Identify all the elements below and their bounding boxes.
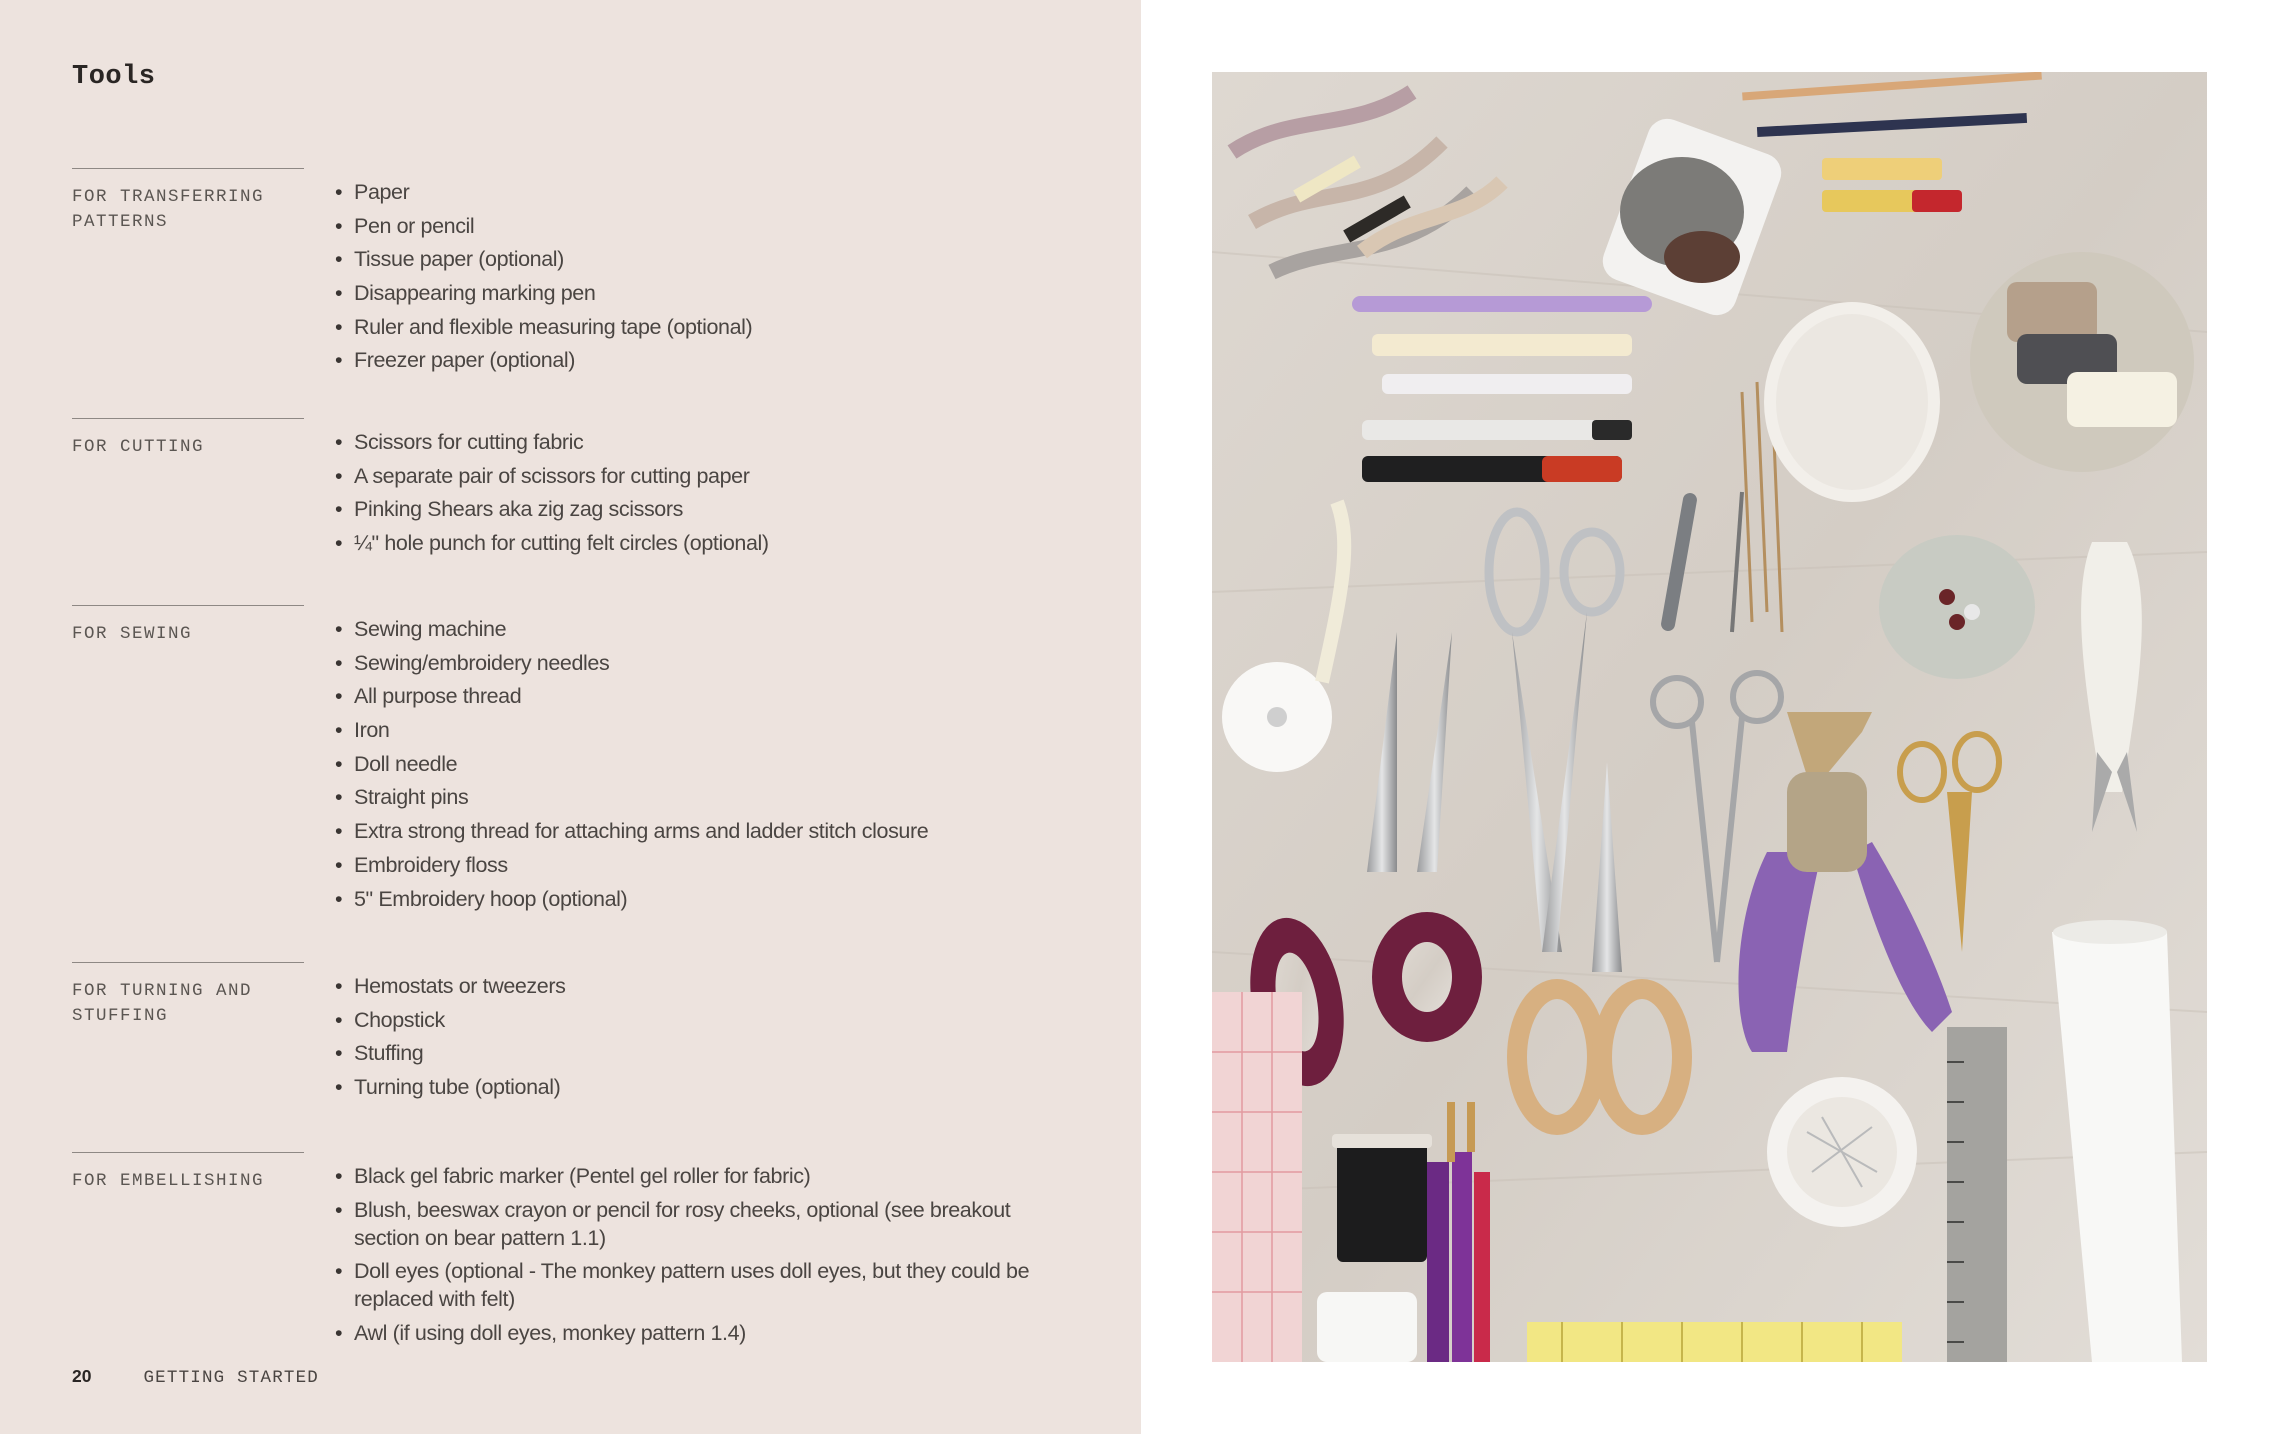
list-item: • Ruler and flexible measuring tape (optional) (335, 313, 1035, 341)
list-item: • Straight pins (335, 783, 1035, 811)
section-heading: FOR TRANSFERRING PATTERNS (72, 187, 265, 232)
item-list (335, 615, 1035, 918)
item-list (335, 972, 1035, 1107)
list-item: • Doll needle (335, 750, 1035, 778)
pin-bowl (1767, 1077, 1917, 1227)
list-item: • Chopstick (335, 1006, 1035, 1034)
quilting-ruler (1527, 1322, 1902, 1362)
section-divider (72, 168, 304, 169)
list-item: • Embroidery floss (335, 851, 1035, 879)
list-item: • Doll eyes (optional - The monkey pattern uses doll eyes, but they could be replaced with felt) (335, 1257, 1035, 1313)
list-item: • ¼" hole punch for cutting felt circles (optional) (335, 529, 1035, 557)
tools-photo (1212, 72, 2207, 1362)
section-heading: FOR TURNING AND STUFFING (72, 981, 253, 1026)
list-item: • Scissors for cutting fabric (335, 428, 1035, 456)
list-item: • 5" Embroidery hoop (optional) (335, 885, 1035, 913)
cutting-mat (1212, 992, 1302, 1362)
item-list (335, 178, 1035, 380)
list-item: • Tissue paper (optional) (335, 245, 1035, 273)
list-item: • A separate pair of scissors for cutting paper (335, 462, 1035, 490)
page-title: Tools (72, 62, 156, 92)
list-item: • Disappearing marking pen (335, 279, 1035, 307)
list-item: • Blush, beeswax crayon or pencil for rosy cheeks, optional (see breakout section on bear pattern 1.1) (335, 1196, 1035, 1252)
list-item: • Turning tube (optional) (335, 1073, 1035, 1101)
page-footer (72, 1366, 319, 1388)
item-list (335, 428, 1035, 563)
section-divider (72, 605, 304, 606)
section-divider (72, 418, 304, 419)
page-number: 20 (72, 1366, 92, 1386)
item-list (335, 1162, 1035, 1353)
metal-ruler (1947, 1027, 2007, 1362)
list-item: • Hemostats or tweezers (335, 972, 1035, 1000)
list-item: • Paper (335, 178, 1035, 206)
list-item: • Sewing machine (335, 615, 1035, 643)
list-item: • Extra strong thread for attaching arms and ladder stitch closure (335, 817, 1035, 845)
list-item: • Black gel fabric marker (Pentel gel roller for fabric) (335, 1162, 1035, 1190)
list-item: • Freezer paper (optional) (335, 346, 1035, 374)
list-item: • Pen or pencil (335, 212, 1035, 240)
list-item: • Sewing/embroidery needles (335, 649, 1035, 677)
list-item: • Iron (335, 716, 1035, 744)
list-item: • All purpose thread (335, 682, 1035, 710)
list-item: • Awl (if using doll eyes, monkey pattern 1.4) (335, 1319, 1035, 1347)
running-section-title: GETTING STARTED (143, 1368, 319, 1388)
section-divider (72, 962, 304, 963)
section-heading: FOR EMBELLISHING (72, 1171, 265, 1191)
section-divider (72, 1152, 304, 1153)
section-heading: FOR SEWING (72, 624, 193, 644)
list-item: • Stuffing (335, 1039, 1035, 1067)
list-item: • Pinking Shears aka zig zag scissors (335, 495, 1035, 523)
section-heading: FOR CUTTING (72, 437, 205, 457)
